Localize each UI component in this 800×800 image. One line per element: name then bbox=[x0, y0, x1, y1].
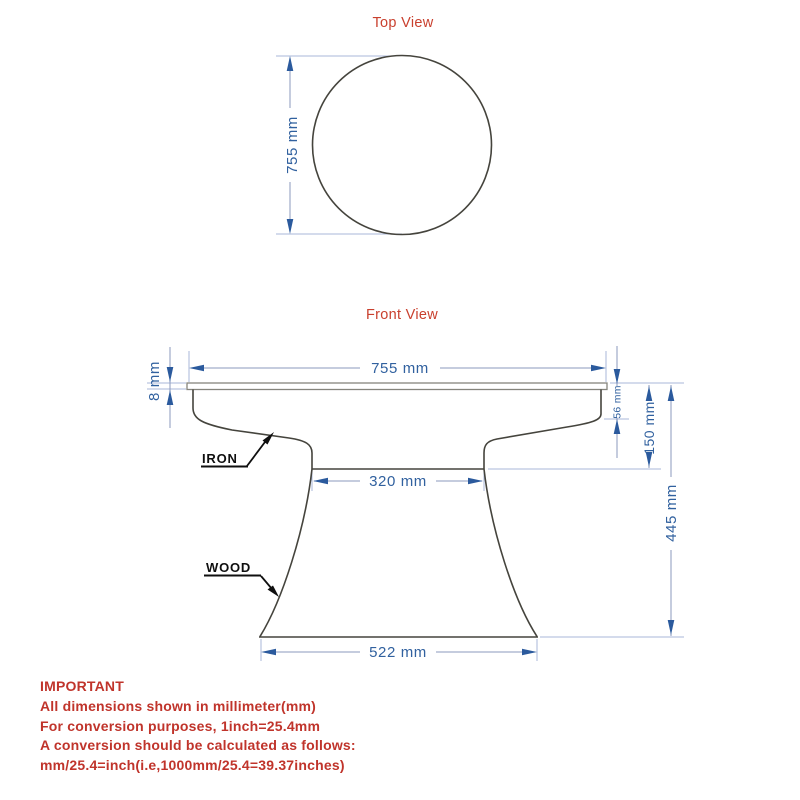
table-outline bbox=[193, 390, 601, 638]
note-line: For conversion purposes, 1inch=25.4mm bbox=[40, 717, 321, 734]
front-view-title: Front View bbox=[365, 307, 439, 323]
arrow-down-icon bbox=[668, 620, 675, 635]
arrow-down-icon bbox=[167, 367, 174, 382]
arrow-up-icon bbox=[646, 386, 653, 401]
iron-pedestal-right-edge bbox=[484, 390, 601, 470]
tabletop-side bbox=[187, 383, 607, 390]
top-thickness-label: 8 mm bbox=[146, 361, 163, 401]
note-line: A conversion should be calculated as follows: bbox=[40, 737, 356, 754]
notes-heading: IMPORTANT bbox=[40, 678, 124, 694]
base-width-label: 522 mm bbox=[369, 644, 427, 661]
overall-height-label: 445 mm bbox=[663, 484, 680, 542]
note-line: All dimensions shown in millimeter(mm) bbox=[40, 697, 316, 714]
iron-section-height-label: 150 mm bbox=[641, 401, 657, 455]
arrow-down-icon bbox=[287, 219, 294, 234]
material-labels bbox=[201, 432, 279, 597]
top-view-title: Top View bbox=[372, 15, 434, 31]
wood-label: WOOD bbox=[206, 560, 252, 575]
wood-leader-line bbox=[261, 576, 272, 589]
arrow-left-icon bbox=[189, 365, 204, 372]
arrow-down-icon bbox=[614, 369, 621, 384]
arrow-up-icon bbox=[614, 419, 621, 434]
arrow-right-icon bbox=[468, 478, 483, 485]
arrow-up-icon bbox=[287, 56, 294, 71]
arrow-up-icon bbox=[167, 390, 174, 405]
wood-base-left-edge bbox=[260, 469, 312, 637]
arrow-left-icon bbox=[261, 649, 276, 656]
top-view-diameter-label: 755 mm bbox=[284, 116, 301, 174]
wood-leader-arrow-icon bbox=[268, 586, 280, 598]
iron-label: IRON bbox=[202, 451, 238, 466]
arrow-right-icon bbox=[591, 365, 606, 372]
note-line: mm/25.4=inch(i.e,1000mm/25.4=39.37inches) bbox=[40, 757, 345, 774]
arrow-right-icon bbox=[522, 649, 537, 656]
important-notes bbox=[40, 677, 356, 776]
edge-height-label: 56 mm bbox=[611, 385, 624, 419]
arrow-left-icon bbox=[313, 478, 328, 485]
waist-width-label: 320 mm bbox=[369, 473, 427, 490]
wood-base-right-edge bbox=[484, 469, 537, 637]
front-width-label: 755 mm bbox=[371, 360, 429, 377]
arrow-up-icon bbox=[668, 386, 675, 401]
tabletop-circle bbox=[313, 56, 492, 235]
